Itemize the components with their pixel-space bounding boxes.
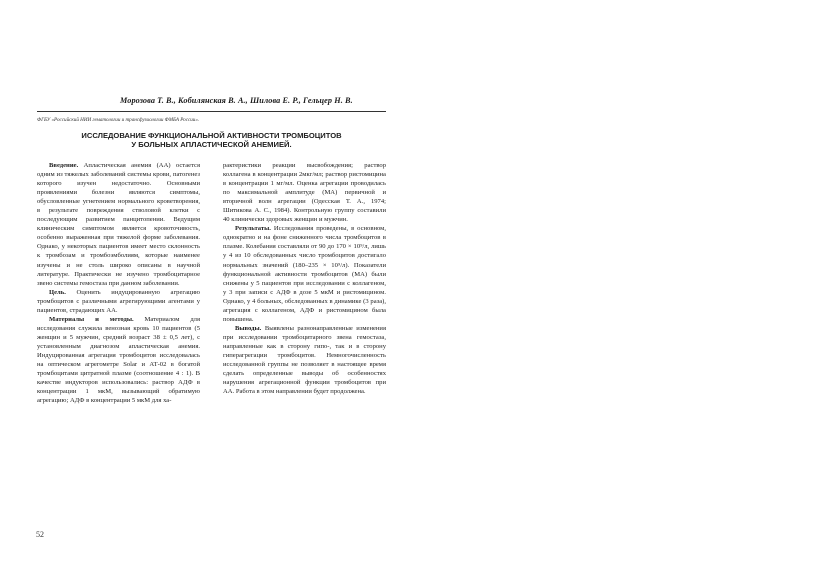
intro-paragraph	[37, 161, 200, 288]
methods-paragraph	[37, 315, 200, 405]
intro-text: Апластическая анемия (АА) остается одним из тяжелых заболеваний системы крови, патогенез которого изучен недостаточно. Основными проявлениями болезни являются симптомы, обусловленные угнетением нормального кроветворения, в результате повреждения стволовой клетки с последующим развитием панцитопении. Ведущим клиническим симптомом является кровоточивость, особенно выраженная при тяжелой форме заболевания. Однако, у некоторых пациентов имеет место склонность к тромбозам и тромбоэмболиям, которые наименее изучены и не столь широко описаны в научной литературе. Практически не изучено тромбоцитарное звено системы гемостаза при данном заболевании.	[37, 162, 200, 287]
goal-heading: Цель.	[49, 288, 66, 296]
right-column	[223, 161, 386, 396]
title-line-2: У БОЛЬНЫХ АПЛАСТИЧЕСКОЙ АНЕМИЕЙ.	[131, 140, 292, 150]
authors: Морозова Т. В., Кобилянская В. А., Шилова Е. Р., Гельцер Н. В.	[120, 96, 353, 105]
conclusions-text: Выявлены разнонаправленные изменения при исследовании тромбоцитарного звена гемостаза, направленные как в сторону гипо-, так и в сторону гиперагрегации тромбоцитов. Немногочисленность исследованной группы не позволяет в настоящее время сделать определенные выводы об особенностях нарушения агрегационной функции тромбоцитов при АА. Работа в этом направлении будет продолжена.	[223, 324, 386, 396]
conclusions-paragraph	[223, 324, 386, 396]
page-number: 52	[36, 530, 44, 539]
results-heading: Результаты.	[235, 225, 271, 233]
results-paragraph	[223, 224, 386, 324]
title-line-1: ИССЛЕДОВАНИЕ ФУНКЦИОНАЛЬНОЙ АКТИВНОСТИ ТРОМБОЦИТОВ	[81, 131, 342, 140]
goal-paragraph	[37, 288, 200, 315]
article-title	[37, 131, 386, 150]
results-text: Исследования проведены, в основном, однократно и на фоне сниженного числа тромбоцитов в плазме. Колебания составляли от 90 до 170 × 10⁹/л, лишь у 4 из 10 обследованных число тромбоцитов достигало нормальных значений (180–235 × 10⁹/л). Показатели функциональной активности тромбоцитов (МА) были снижены у 5 пациентов при исследовании с коллагеном, у 3 при записи с АДФ в дозе 5 мкМ и ристомицином. Однако, у 4 больных, обследованных в динамике (3 раза), агрегация с коллагеном, АДФ и ристомицином была повышена.	[223, 225, 386, 323]
methods-text: Материалом для исследования служила венозная кровь 10 пациентов (5 женщин и 5 мужчин, средний возраст 38 ± 0,5 лет), с установленным диагнозом апластическая анемия. Индуцированная агрегация тромбоцитов исследовалась на оптическом агрегометре Solar и АТ-02 в богатой тромбоцитами цитратной плазме (соотношение 4 : 1). В качестве индукторов использовались: раствор АДФ в концентрации 1 мкМ, вызывающий обратимую агрегацию; АДФ в концентрации 5 мкМ для ха-	[37, 315, 201, 405]
methods-continuation: рактеристики реакции высвобождения; раствор коллагена в концентрации 2мкг/мл; раствор ристомицина в концентрации 1 мг/мл. Оценка агрегации проводилась по максимальной амплитуде (МА) первичной и вторичной волн агрегации (Одесская Т. А., 1974; Шитикова А. С., 1984). Контрольную группу составили 40 клинически здоровых женщин и мужчин.	[223, 162, 386, 224]
intro-heading: Введение.	[49, 162, 79, 169]
header-rule	[37, 111, 386, 112]
goal-text: Оценить индуцированную агрегацию тромбоцитов с различными агрегирующими агентами у пациентов, страдающих АА.	[37, 288, 200, 314]
left-column	[37, 161, 200, 405]
methods-heading: Материалы и методы.	[49, 315, 134, 323]
conclusions-heading: Выводы.	[235, 324, 262, 332]
affiliation: ФГБУ «Российский НИИ гематологии и трансфузиологии ФМБА России».	[37, 117, 200, 123]
